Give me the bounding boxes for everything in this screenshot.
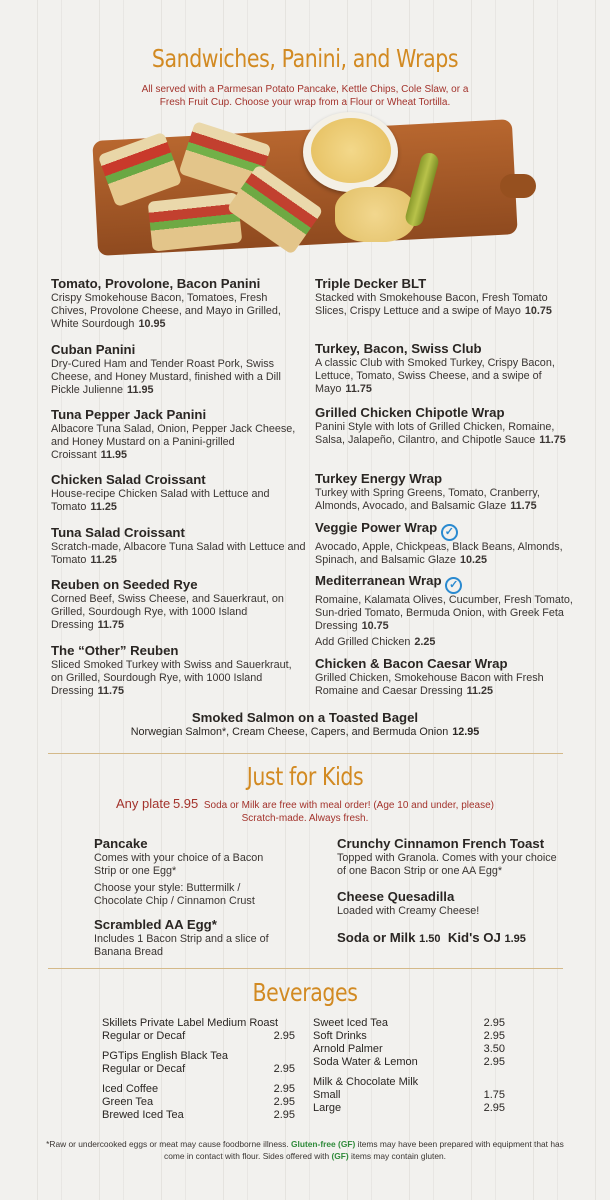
menu-item xyxy=(315,471,575,513)
any-plate-label: Any plate xyxy=(115,796,171,811)
item-name: Tuna Pepper Jack Panini xyxy=(51,407,207,422)
bev-name: Brewed Iced Tea xyxy=(102,1109,184,1121)
item-name: Turkey Energy Wrap xyxy=(315,471,443,486)
item-price: 10.75 xyxy=(524,305,552,317)
addon-label: Add Grilled Chicken xyxy=(315,636,411,648)
kids-item xyxy=(337,889,567,918)
item-name: Kid's OJ xyxy=(447,930,501,945)
bev-name: Large xyxy=(313,1102,342,1114)
chips-icon xyxy=(311,118,391,183)
section-divider xyxy=(48,753,563,754)
menu-item xyxy=(315,520,575,567)
item-price: 12.95 xyxy=(452,726,480,738)
bev-price: 3.50 xyxy=(483,1043,505,1055)
bev-price: 2.95 xyxy=(483,1030,505,1042)
footnote-text: items may have been prepared with equipment that has come in contact with flour. Sides offered with xyxy=(164,1139,564,1161)
item-name: Veggie Power Wrap xyxy=(315,520,438,535)
item-desc: A classic Club with Smoked Turkey, Crispy Bacon, Lettuce, Tomato, Swiss Cheese, and a swipe of Mayo xyxy=(315,357,555,395)
item-price: 11.75 xyxy=(97,619,125,631)
menu-item xyxy=(51,525,306,567)
item-desc: Albacore Tuna Salad, Onion, Pepper Jack Cheese, and Honey Mustard on a Panini-grilled Croissant xyxy=(51,423,296,461)
bev-name: Green Tea xyxy=(102,1096,154,1108)
chips-icon xyxy=(335,187,415,242)
item-price: 11.95 xyxy=(127,384,154,396)
menu-item xyxy=(315,405,575,447)
bev-price: 2.95 xyxy=(273,1096,295,1108)
item-price: 11.25 xyxy=(90,501,117,513)
bev-heading: Milk & Chocolate Milk xyxy=(313,1076,419,1088)
item-desc: Grilled Chicken, Smokehouse Bacon with Fresh Romaine and Caesar Dressing xyxy=(315,672,544,697)
bev-price: 2.95 xyxy=(483,1017,505,1029)
item-desc: Dry-Cured Ham and Tender Roast Pork, Swiss Cheese, and Honey Mustard, finished with a Dill Pickle Julienne xyxy=(51,358,281,396)
item-name: Cheese Quesadilla xyxy=(337,889,455,904)
item-desc: Topped with Granola. Comes with your choice of one Bacon Strip or one AA Egg* xyxy=(337,852,557,877)
bev-heading: Skillets Private Label Medium Roast xyxy=(102,1017,279,1029)
item-name: Smoked Salmon on a Toasted Bagel xyxy=(191,710,419,725)
beverages-left xyxy=(102,1017,295,1129)
item-name: Turkey, Bacon, Swiss Club xyxy=(315,341,482,356)
bev-name: Sweet Iced Tea xyxy=(313,1017,389,1029)
kids-note-text: Soda or Milk are free with meal order! (Age 10 and under, please) xyxy=(203,800,494,811)
item-name: Tuna Salad Croissant xyxy=(51,525,185,540)
item-desc: Sliced Smoked Turkey with Swiss and Sauerkraut, on Grilled, Sourdough Rye, with 1000 Island Dressing xyxy=(51,659,292,697)
item-price: 11.25 xyxy=(90,554,117,566)
item-name: Soda or Milk xyxy=(337,930,416,945)
section-divider xyxy=(48,968,563,969)
bev-name: Small xyxy=(313,1089,341,1101)
menu-item xyxy=(315,341,575,396)
item-name: Scrambled AA Egg* xyxy=(94,917,217,932)
footnote-text: items may contain gluten. xyxy=(351,1151,446,1161)
item-name: Pancake xyxy=(94,836,148,851)
bev-price: 2.95 xyxy=(273,1030,295,1042)
kids-title: Just for Kids xyxy=(246,762,364,791)
menu-item xyxy=(315,276,575,318)
menu-item xyxy=(51,643,306,698)
item-name: Reuben on Seeded Rye xyxy=(51,577,198,592)
item-desc: Panini Style with lots of Grilled Chicken, Romaine, Salsa, Jalapeño, Cilantro, and Chipotle Sauce xyxy=(315,421,555,446)
kids-item xyxy=(337,836,567,878)
item-name: Tomato, Provolone, Bacon Panini xyxy=(51,276,261,291)
item-name: Grilled Chicken Chipotle Wrap xyxy=(315,405,505,420)
menu-item xyxy=(51,577,306,632)
food-photo xyxy=(95,112,535,267)
item-name: Cuban Panini xyxy=(51,342,136,357)
board-handle xyxy=(500,174,536,198)
kids-drinks xyxy=(337,930,567,947)
bev-name: Soda Water & Lemon xyxy=(313,1056,418,1068)
item-desc: Romaine, Kalamata Olives, Cucumber, Fresh Tomato, Sun-dried Tomato, Bermuda Onion, with Greek Feta Dressing xyxy=(315,594,573,632)
item-price: 10.25 xyxy=(460,554,488,566)
item-price: 11.95 xyxy=(100,449,128,461)
kids-item xyxy=(94,917,284,959)
item-desc: Scratch-made, Albacore Tuna Salad with Lettuce and Tomato xyxy=(51,541,306,566)
item-desc: Turkey with Spring Greens, Tomato, Cranberry, Almonds, Avocado, and Balsamic Glaze xyxy=(315,487,540,512)
item-desc: Loaded with Creamy Cheese! xyxy=(337,905,480,917)
bev-name: Soft Drinks xyxy=(313,1030,367,1042)
bev-price: 2.95 xyxy=(483,1102,505,1114)
menu-item xyxy=(51,342,306,397)
kids-note xyxy=(0,797,610,825)
item-price: 10.75 xyxy=(361,620,389,632)
item-name: The “Other” Reuben xyxy=(51,643,179,658)
beverages-right xyxy=(313,1017,505,1122)
item-desc: Corned Beef, Swiss Cheese, and Sauerkraut, on Grilled, Sourdough Rye, with 1000 Island Dressing xyxy=(51,593,284,631)
item-price: 11.75 xyxy=(510,500,537,512)
bev-heading: PGTips English Black Tea xyxy=(102,1050,228,1062)
menu-item xyxy=(51,472,306,514)
item-name: Triple Decker BLT xyxy=(315,276,427,291)
menu-item xyxy=(315,573,575,649)
item-price: 1.95 xyxy=(504,933,526,945)
sandwiches-subtitle xyxy=(0,83,610,109)
item-desc: House-recipe Chicken Salad with Lettuce and Tomato xyxy=(51,488,270,513)
item-name: Chicken Salad Croissant xyxy=(51,472,206,487)
bev-price: 2.95 xyxy=(273,1109,295,1121)
gf-label: (GF) xyxy=(331,1151,349,1161)
item-price: 11.75 xyxy=(539,434,566,446)
item-price: 11.25 xyxy=(466,685,494,697)
addon-price: 2.25 xyxy=(414,636,436,648)
check-badge-icon: ✓ xyxy=(445,577,462,594)
subtitle-line: Fresh Fruit Cup. Choose your wrap from a Flour or Wheat Tortilla. xyxy=(159,97,451,108)
menu-item xyxy=(51,276,306,331)
item-price: 10.95 xyxy=(138,318,166,330)
item-desc: Includes 1 Bacon Strip and a slice of Banana Bread xyxy=(94,933,269,958)
bev-price: 2.95 xyxy=(483,1056,505,1068)
item-desc: Avocado, Apple, Chickpeas, Black Beans, Almonds, Spinach, and Balsamic Glaze xyxy=(315,541,563,566)
item-desc: Comes with your choice of a Bacon Strip or one Egg* xyxy=(94,852,264,877)
sandwiches-title: Sandwiches, Panini, and Wraps xyxy=(151,44,459,73)
item-price: 1.50 xyxy=(419,933,441,945)
item-name: Crunchy Cinnamon French Toast xyxy=(337,836,545,851)
bev-name: Arnold Palmer xyxy=(313,1043,383,1055)
item-name: Mediterranean Wrap xyxy=(315,573,442,588)
item-desc: Choose your style: Buttermilk / Chocolate Chip / Cinnamon Crust xyxy=(94,882,255,907)
item-name: Chicken & Bacon Caesar Wrap xyxy=(315,656,508,671)
bev-name: Regular or Decaf xyxy=(102,1030,186,1042)
kids-item xyxy=(94,836,284,908)
bev-name: Regular or Decaf xyxy=(102,1063,186,1075)
bev-price: 2.95 xyxy=(273,1063,295,1075)
featured-item xyxy=(0,710,610,739)
item-price: 11.75 xyxy=(97,685,125,697)
sandwich-icon xyxy=(148,192,243,251)
menu-item xyxy=(51,407,306,462)
kids-note-text: Scratch-made. Always fresh. xyxy=(241,813,369,824)
check-badge-icon: ✓ xyxy=(441,524,458,541)
bev-name: Iced Coffee xyxy=(102,1083,159,1095)
beverages-title: Beverages xyxy=(252,978,358,1007)
item-price: 11.75 xyxy=(345,383,372,395)
menu-item xyxy=(315,656,575,698)
item-desc: Crispy Smokehouse Bacon, Tomatoes, Fresh Chives, Provolone Cheese, and Mayo in Grilled, White Sourdough xyxy=(51,292,281,330)
item-desc: Norwegian Salmon*, Cream Cheese, Capers, and Bermuda Onion xyxy=(130,726,449,738)
subtitle-line: All served with a Parmesan Potato Pancake, Kettle Chips, Cole Slaw, or a xyxy=(141,84,469,95)
any-plate-price: 5.95 xyxy=(172,796,199,811)
allergen-footnote xyxy=(40,1138,570,1162)
item-desc: Stacked with Smokehouse Bacon, Fresh Tomato Slices, Crispy Lettuce and a swipe of Mayo xyxy=(315,292,548,317)
footnote-text: *Raw or undercooked eggs or meat may cause foodborne illness. xyxy=(46,1139,289,1149)
gf-label: Gluten-free (GF) xyxy=(291,1139,356,1149)
bev-price: 2.95 xyxy=(273,1083,295,1095)
bev-price: 1.75 xyxy=(483,1089,505,1101)
